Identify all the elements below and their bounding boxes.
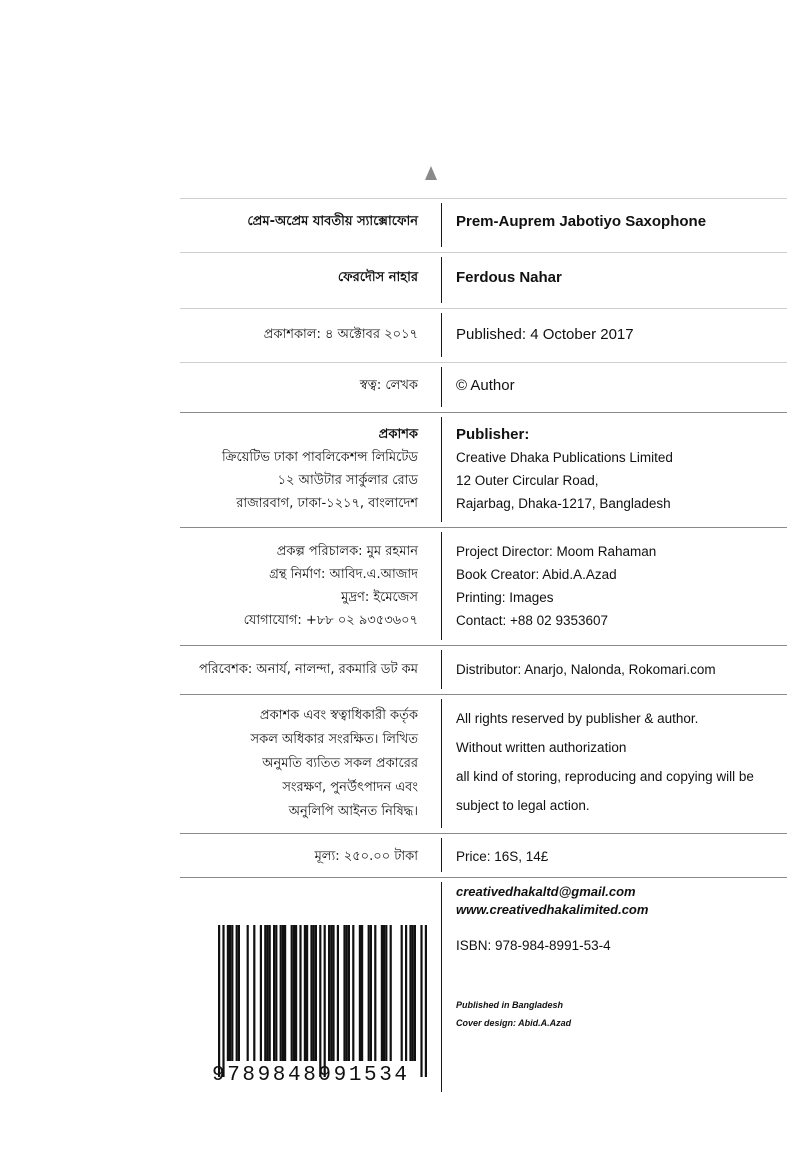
rights-line-english: subject to legal action. (456, 798, 590, 813)
copyright-english: © Author (456, 377, 515, 394)
column-divider (441, 313, 442, 357)
barcode-bar (330, 925, 332, 1061)
column-divider (441, 532, 442, 640)
isbn-text: ISBN: 978-984-8991-53-4 (456, 938, 611, 953)
barcode-bar (319, 925, 321, 1077)
barcode-bar (385, 925, 387, 1061)
barcode-bar (324, 925, 326, 1077)
barcode-bar (368, 925, 370, 1061)
barcode-bar (275, 925, 277, 1061)
barcode-bar (229, 925, 231, 1061)
separator (180, 198, 787, 199)
barcode-bar (352, 925, 354, 1061)
rights-line-bengali: অনুলিপি আইনত নিষিদ্ধ। (288, 804, 418, 819)
author-bengali: ফেরদৌস নাহার (337, 270, 418, 285)
barcode-bar (332, 925, 334, 1061)
barcode-bar (425, 925, 427, 1077)
rights-line-bengali: অনুমতি ব্যতিত সকল প্রকারের (262, 756, 418, 771)
credit-line-bengali: যোগাযোগ: +৮৮ ০২ ৯৩৫৩৬০৭ (243, 613, 418, 628)
title-english: Prem-Auprem Jabotiyo Saxophone (456, 213, 707, 230)
publisher-line-english: 12 Outer Circular Road, (456, 473, 599, 488)
credit-line-english: Printing: Images (456, 590, 554, 605)
website-link[interactable]: www.creativedhakalimited.com (456, 902, 649, 917)
barcode-bar (390, 925, 392, 1061)
barcode-bar (374, 925, 376, 1061)
separator (180, 527, 787, 528)
triangle-mark-icon (425, 166, 437, 180)
barcode-bar (348, 925, 350, 1061)
separator (180, 877, 787, 878)
publisher-heading-bengali: প্রকাশক (378, 427, 418, 442)
barcode-bar (405, 925, 407, 1061)
barcode-bar (218, 925, 220, 1077)
column-divider (441, 882, 442, 1092)
barcode-bar (420, 925, 422, 1077)
barcode-bar (361, 925, 363, 1061)
barcode-bar (299, 925, 301, 1061)
barcode-bar (383, 925, 385, 1061)
price-bengali: মূল্য: ২৫০.০০ টাকা (314, 849, 418, 864)
barcode-bar (273, 925, 275, 1061)
barcode-bar (222, 925, 224, 1077)
barcode-bar (381, 925, 383, 1061)
barcode-bar (401, 925, 403, 1061)
distributor-english: Distributor: Anarjo, Nalonda, Rokomari.com (456, 662, 716, 677)
separator (180, 694, 787, 695)
credit-line-english: Book Creator: Abid.A.Azad (456, 567, 617, 582)
publisher-line-english: Rajarbag, Dhaka-1217, Bangladesh (456, 496, 671, 511)
credit-line-english: Project Director: Moom Rahaman (456, 544, 657, 559)
price-english: Price: 16S, 14£ (456, 849, 549, 864)
barcode-bar (412, 925, 414, 1061)
rights-line-english: all kind of storing, reproducing and copying will be (456, 769, 754, 784)
barcode-bar (370, 925, 372, 1061)
barcode-bar (313, 925, 315, 1061)
barcode-bar (359, 925, 361, 1061)
rights-line-english: Without written authorization (456, 740, 627, 755)
separator (180, 252, 787, 253)
separator (180, 645, 787, 646)
barcode-bar (409, 925, 411, 1061)
separator (180, 412, 787, 413)
barcode-bar (293, 925, 295, 1061)
column-divider (441, 367, 442, 407)
cover-design-note: Cover design: Abid.A.Azad (456, 1018, 572, 1028)
publisher-heading-english: Publisher: (456, 426, 530, 443)
column-divider (441, 838, 442, 872)
column-divider (441, 417, 442, 522)
barcode-bar (231, 925, 233, 1061)
credit-line-bengali: মুদ্রণ: ইমেজেস (341, 590, 418, 605)
barcode-bar (291, 925, 293, 1061)
publisher-line-english: Creative Dhaka Publications Limited (456, 450, 673, 465)
credit-line-bengali: প্রকল্প পরিচালক: মুম রহমান (276, 544, 418, 559)
email-link[interactable]: creativedhakaltd@gmail.com (456, 884, 636, 899)
barcode-bar (284, 925, 286, 1061)
barcode (210, 925, 436, 1085)
title-bengali: প্রেম-অপ্রেম যাবতীয় স্যাক্সোফোন (247, 214, 418, 229)
publisher-line-bengali: ১২ আউটার সার্কুলার রোড (277, 473, 418, 488)
rights-line-bengali: প্রকাশক এবং স্বত্বাধিকারী কর্তৃক (259, 708, 418, 723)
credit-line-english: Contact: +88 02 9353607 (456, 613, 609, 628)
barcode-bar (414, 925, 416, 1061)
rights-line-bengali: সংরক্ষণ, পুনর্উৎপাদন এবং (282, 780, 418, 795)
barcode-bar (227, 925, 229, 1061)
copyright-bengali: স্বত্ব: লেখক (359, 378, 418, 393)
barcode-bar (346, 925, 348, 1061)
barcode-bar (260, 925, 262, 1061)
distributor-bengali: পরিবেশক: অনার্য, নালন্দা, রকমারি ডট কম (198, 662, 418, 677)
separator (180, 308, 787, 309)
barcode-bar (337, 925, 339, 1061)
author-english: Ferdous Nahar (456, 269, 562, 286)
published-date-english: Published: 4 October 2017 (456, 326, 634, 343)
publisher-line-bengali: রাজারবাগ, ঢাকা-১২১৭, বাংলাদেশ (236, 496, 418, 511)
barcode-bar (236, 925, 238, 1061)
barcode-bar (282, 925, 284, 1061)
barcode-number: 9789848991534 (212, 1064, 410, 1087)
barcode-bar (343, 925, 345, 1061)
barcode-bar (306, 925, 308, 1061)
published-in-note: Published in Bangladesh (456, 1000, 564, 1010)
published-date-bengali: প্রকাশকাল: ৪ অক্টোবর ২০১৭ (263, 327, 418, 342)
separator (180, 833, 787, 834)
column-divider (441, 699, 442, 828)
barcode-bar (247, 925, 249, 1061)
rights-line-bengali: সকল অধিকার সংরক্ষিত। লিখিত (250, 732, 418, 747)
column-divider (441, 257, 442, 303)
barcode-bar (253, 925, 255, 1061)
barcode-bar (266, 925, 268, 1061)
barcode-bar (310, 925, 312, 1061)
barcode-bar (280, 925, 282, 1061)
column-divider (441, 650, 442, 689)
barcode-bar (304, 925, 306, 1061)
separator (180, 362, 787, 363)
barcode-bar (269, 925, 271, 1061)
credit-line-bengali: গ্রন্থ নির্মাণ: আবিদ.এ.আজাদ (269, 567, 418, 582)
barcode-bar (238, 925, 240, 1061)
barcode-bar (328, 925, 330, 1061)
barcode-bar (315, 925, 317, 1061)
rights-line-english: All rights reserved by publisher & author. (456, 711, 699, 726)
barcode-bar (295, 925, 297, 1061)
barcode-bar (264, 925, 266, 1061)
publisher-line-bengali: ক্রিয়েটিভ ঢাকা পাবলিকেশন্স লিমিটেড (221, 450, 418, 465)
column-divider (441, 203, 442, 247)
